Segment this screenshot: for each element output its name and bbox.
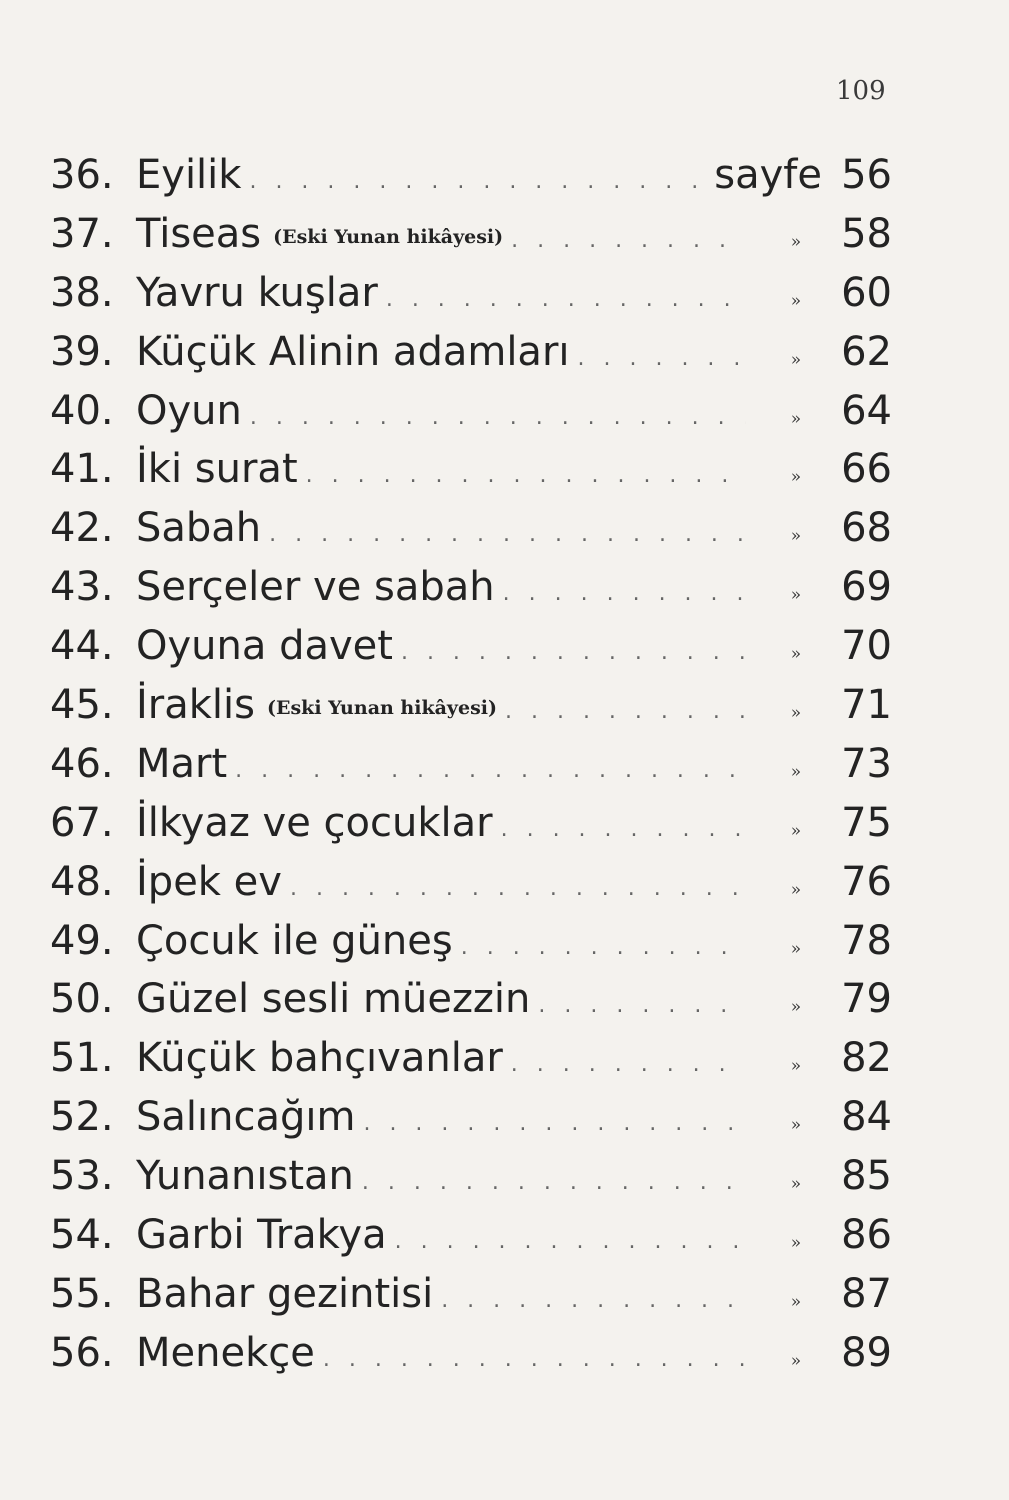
ditto-mark: » (790, 703, 802, 724)
dot-leader (538, 993, 746, 1018)
toc-entry (50, 270, 892, 329)
ditto-mark: » (790, 1233, 802, 1254)
entry-page-number: 62 (841, 328, 892, 375)
ditto-mark: » (790, 231, 802, 252)
entry-page-number: 76 (841, 858, 892, 905)
dot-leader (503, 581, 746, 606)
entry-page-number: 79 (841, 976, 892, 1023)
ditto-mark: » (790, 938, 802, 959)
dot-leader (505, 699, 746, 724)
entry-title: Oyun (136, 387, 242, 434)
dot-leader (511, 1052, 746, 1077)
entry-title: İraklis (136, 682, 255, 729)
entry-page-number: 85 (841, 1153, 892, 1200)
ditto-mark: » (790, 761, 802, 782)
entry-page-number: 69 (841, 564, 892, 611)
dot-leader (578, 346, 747, 371)
entry-page-number: 84 (841, 1094, 892, 1141)
toc-entry (50, 1153, 892, 1212)
entry-page-number: 82 (841, 1035, 892, 1082)
entry-number: 40. (50, 387, 114, 434)
table-of-contents (50, 152, 892, 1389)
toc-entry (50, 564, 892, 623)
dot-leader (323, 1347, 746, 1372)
entry-number: 41. (50, 446, 114, 493)
dot-leader (235, 758, 746, 783)
toc-entry (50, 800, 892, 859)
entry-number: 49. (50, 917, 114, 964)
ditto-mark: » (790, 349, 802, 370)
entry-number: 51. (50, 1035, 114, 1082)
entry-title: Bahar gezintisi (136, 1270, 434, 1317)
entry-page-number: 78 (841, 917, 892, 964)
page-number: 109 (836, 76, 886, 106)
ditto-mark: » (790, 585, 802, 606)
toc-entry (50, 388, 892, 447)
ditto-mark: » (790, 526, 802, 547)
entry-number: 50. (50, 976, 114, 1023)
entry-title: Küçük bahçıvanlar (136, 1035, 503, 1082)
entry-page-number: 60 (841, 269, 892, 316)
entry-title: İki surat (136, 446, 298, 493)
entry-number: 48. (50, 858, 114, 905)
ditto-mark: » (790, 1115, 802, 1136)
dot-leader (511, 228, 746, 253)
toc-entry (50, 682, 892, 741)
ditto-mark: » (790, 1291, 802, 1312)
entry-page-number: 71 (841, 682, 892, 729)
entry-title: Serçeler ve sabah (136, 564, 495, 611)
entry-number: 53. (50, 1153, 114, 1200)
dot-leader (290, 876, 746, 901)
dot-leader (461, 935, 746, 960)
dot-leader (363, 1111, 746, 1136)
dot-leader (401, 640, 746, 665)
ditto-mark: » (790, 1056, 802, 1077)
entry-page-number: 86 (841, 1212, 892, 1259)
entry-number: 39. (50, 328, 114, 375)
ditto-mark: » (790, 408, 802, 429)
entry-number: 52. (50, 1094, 114, 1141)
dot-leader (249, 169, 704, 194)
entry-page-number: 73 (841, 740, 892, 787)
toc-entry (50, 976, 892, 1035)
ditto-mark: » (790, 997, 802, 1018)
entry-page-number: 87 (841, 1270, 892, 1317)
ditto-mark: » (790, 820, 802, 841)
entry-page-number: 66 (841, 446, 892, 493)
entry-title: Oyuna davet (136, 623, 393, 670)
entry-title: Küçük Alinin adamları (136, 328, 570, 375)
entry-number: 44. (50, 623, 114, 670)
toc-entry (50, 1094, 892, 1153)
ditto-mark: » (790, 879, 802, 900)
entry-note: (Eski Yunan hikâyesi) (273, 225, 504, 248)
toc-entry (50, 1330, 892, 1389)
entry-page-number: 89 (841, 1329, 892, 1376)
entry-title: Güzel sesli müezzin (136, 976, 531, 1023)
entry-title: Menekçe (136, 1329, 315, 1376)
toc-entry (50, 329, 892, 388)
dot-leader (306, 463, 746, 488)
entry-title: İlkyaz ve çocuklar (136, 799, 493, 846)
toc-entry (50, 1035, 892, 1094)
toc-entry (50, 446, 892, 505)
entry-page-number: 70 (841, 623, 892, 670)
entry-number: 67. (50, 799, 114, 846)
entry-page-number: 68 (841, 505, 892, 552)
entry-title: Yunanıstan (136, 1153, 354, 1200)
entry-title: Eyilik (136, 152, 242, 198)
toc-entry (50, 918, 892, 977)
toc-entry (50, 152, 892, 211)
toc-entry (50, 211, 892, 270)
ditto-mark: » (790, 644, 802, 665)
entry-number: 56. (50, 1329, 114, 1376)
toc-entry (50, 859, 892, 918)
dot-leader (269, 522, 746, 547)
dot-leader (441, 1288, 746, 1313)
entry-title: Garbi Trakya (136, 1212, 387, 1259)
entry-page-number: 56 (841, 152, 892, 198)
entry-page-number: 64 (841, 387, 892, 434)
entry-title: İpek ev (136, 858, 282, 905)
ditto-mark: » (790, 290, 802, 311)
dot-leader (395, 1229, 746, 1254)
entry-number: 36. (50, 152, 114, 198)
entry-title: Sabah (136, 505, 262, 552)
entry-title: Mart (136, 740, 228, 787)
entry-number: 37. (50, 210, 114, 257)
dot-leader (250, 405, 746, 430)
entry-page-number: 58 (841, 210, 892, 257)
toc-entry (50, 623, 892, 682)
dot-leader (501, 817, 746, 842)
entry-number: 45. (50, 682, 114, 729)
entry-note: (Eski Yunan hikâyesi) (266, 697, 497, 720)
toc-entry (50, 741, 892, 800)
toc-entry (50, 505, 892, 564)
ditto-mark: » (790, 1350, 802, 1371)
toc-entry (50, 1212, 892, 1271)
entry-title: Salıncağım (136, 1094, 356, 1141)
entry-title: Çocuk ile güneş (136, 917, 453, 964)
entry-page-prefix: sayfe (714, 152, 822, 198)
ditto-mark: » (790, 1174, 802, 1195)
toc-entry (50, 1271, 892, 1330)
entry-number: 43. (50, 564, 114, 611)
entry-number: 38. (50, 269, 114, 316)
dot-leader (362, 1170, 746, 1195)
entry-number: 54. (50, 1212, 114, 1259)
entry-number: 42. (50, 505, 114, 552)
ditto-mark: » (790, 467, 802, 488)
dot-leader (386, 287, 746, 312)
entry-number: 46. (50, 740, 114, 787)
entry-title: Tiseas (136, 210, 262, 257)
entry-number: 55. (50, 1270, 114, 1317)
entry-title: Yavru kuşlar (136, 269, 378, 316)
entry-page-number: 75 (841, 799, 892, 846)
